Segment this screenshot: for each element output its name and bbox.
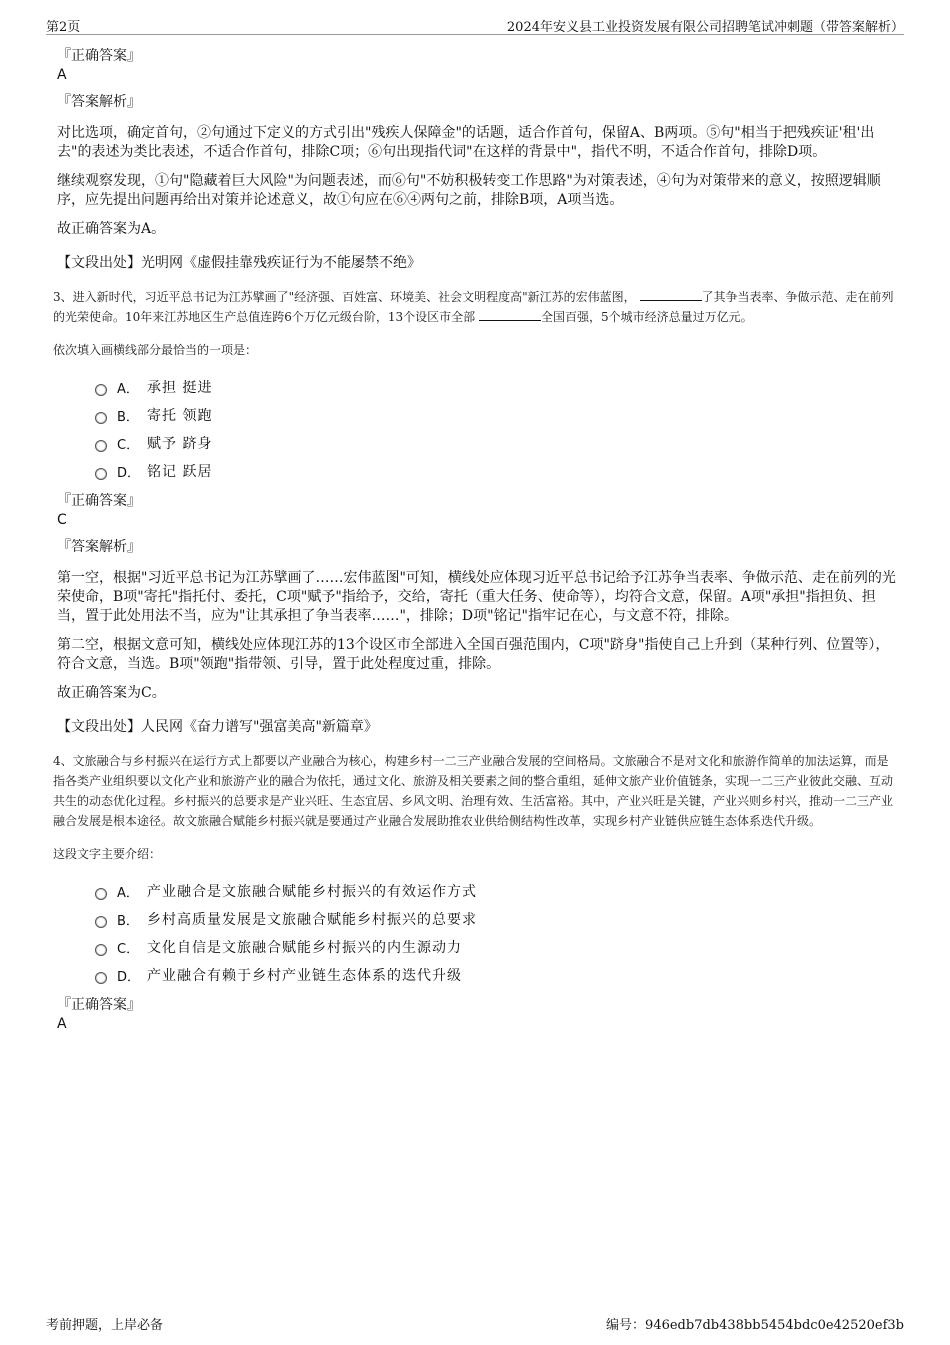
correct-answer-label: 『正确答案』 [57, 997, 141, 1013]
analysis-paragraph: 对比选项，确定首句，②句通过下定义的方式引出"残疾人保障金"的话题，适合作首句，保留A、B两项。⑤句"相当于把残疾证'租'出去"的表述为类比表述，不适合作首句，排除C项；⑥句出现指代词"在这样的背景中"，指代不明，不适合作首句，排除D项。 [57, 125, 875, 160]
option-letter: C． [117, 437, 140, 453]
correct-answer-label: 『正确答案』 [57, 493, 141, 509]
option-d[interactable] [95, 457, 897, 485]
radio-button[interactable] [95, 468, 107, 480]
option-letter: C． [117, 941, 140, 957]
option-a[interactable] [95, 373, 897, 401]
option-letter: A． [117, 381, 139, 397]
radio-button[interactable] [95, 972, 107, 984]
source-citation: 【文段出处】人民网《奋力谱写"强富美高"新篇章》 [57, 719, 378, 735]
analysis-label: 『答案解析』 [57, 94, 141, 110]
correct-answer-label: 『正确答案』 [57, 48, 141, 64]
stem-text: 了其争当表率、争做示范、走在前列的光荣使命。10年来江苏地区生产总值连跨6个万亿元级台阶，13个设区市全部 [53, 290, 894, 324]
option-b[interactable] [95, 905, 897, 933]
radio-button[interactable] [95, 916, 107, 928]
option-text: 乡村高质量发展是文旅融合赋能乡村振兴的总要求 [147, 912, 477, 928]
option-letter: D． [117, 465, 141, 481]
option-text: 铭记 跃居 [147, 464, 213, 480]
option-c[interactable] [95, 933, 897, 961]
option-list [95, 877, 897, 989]
radio-button[interactable] [95, 384, 107, 396]
analysis-conclusion: 故正确答案为A。 [57, 221, 166, 237]
fill-blank [479, 308, 541, 321]
option-list [95, 373, 897, 485]
option-b[interactable] [95, 401, 897, 429]
option-text: 承担 挺进 [147, 380, 213, 396]
page-footer [46, 1312, 904, 1332]
source-citation: 【文段出处】光明网《虚假挂靠残疾证行为不能屡禁不绝》 [57, 255, 421, 271]
option-letter: B． [117, 913, 139, 929]
analysis-paragraph: 第二空，根据文意可知，横线处应体现江苏的13个设区市全部进入全国百强范围内，C项"跻身"指使自己上升到（某种行列、位置等），符合文意，当选。B项"领跑"指带领、引导，置于此处程度过重，排除。 [57, 637, 890, 672]
radio-button[interactable] [95, 944, 107, 956]
option-text: 文化自信是文旅融合赋能乡村振兴的内生源动力 [147, 940, 462, 956]
question-prompt: 这段文字主要介绍： [53, 847, 162, 861]
question-stem [53, 287, 897, 327]
option-text: 赋予 跻身 [147, 436, 213, 452]
stem-text: 3、进入新时代，习近平总书记为江苏擘画了"经济强、百姓富、环境美、社会文明程度高"新江苏的宏伟蓝图， [53, 290, 636, 304]
footer-slogan: 考前押题，上岸必备 [46, 1318, 164, 1333]
option-a[interactable] [95, 877, 897, 905]
document-code: 编号：946edb7db438bb5454bdc0e42520ef3b [606, 1318, 904, 1333]
stem-text: 全国百强，5个城市经济总量过万亿元。 [541, 310, 753, 324]
radio-button[interactable] [95, 888, 107, 900]
option-c[interactable] [95, 429, 897, 457]
page-content [53, 46, 897, 1041]
correct-answer-value: C [57, 512, 67, 528]
question-prompt: 依次填入画横线部分最恰当的一项是： [53, 343, 258, 357]
option-letter: D． [117, 969, 141, 985]
page-header [46, 14, 904, 35]
analysis-label: 『答案解析』 [57, 539, 141, 555]
correct-answer-value: A [57, 67, 67, 83]
analysis-conclusion: 故正确答案为C。 [57, 685, 166, 701]
correct-answer-value: A [57, 1016, 67, 1032]
analysis-paragraph: 第一空，根据"习近平总书记为江苏擘画了……宏伟蓝图"可知，横线处应体现习近平总书记给予江苏争当表率、争做示范、走在前列的光荣使命，B项"寄托"指托付、委托，C项"赋予"指给予，交给，寄托（重大任务、使命等），均符合文意，保留。A项"承担"指担负、担当，置于此处用法不当，应为"让其承担了争当表率……"，排除；D项"铭记"指牢记在心，与文意不符，排除。 [57, 570, 896, 624]
page-number: 第2页 [46, 20, 81, 35]
question-stem: 4、文旅融合与乡村振兴在运行方式上都要以产业融合为核心，构建乡村一二三产业融合发展的空间格局。文旅融合不是对文化和旅游作简单的加法运算，而是指各类产业组织要以文化产业和旅游产业的融合为依托，通过文化、旅游及相关要素之间的整合重组，延伸文旅产业价值链条，实现一二三产业彼此交融、互动共生的动态优化过程。乡村振兴的总要求是产业兴旺、生态宜居、乡风文明、治理有效、生活富裕。其中，产业兴旺是关键，产业兴则乡村兴，推动一二三产业融合发展是根本途径。故文旅融合赋能乡村振兴就是要通过产业融合发展助推农业供给侧结构性改革，实现乡村产业链供应链生态体系迭代升级。 [53, 754, 894, 828]
fill-blank [640, 288, 702, 301]
option-letter: B． [117, 409, 139, 425]
option-text: 产业融合有赖于乡村产业链生态体系的迭代升级 [147, 968, 462, 984]
radio-button[interactable] [95, 412, 107, 424]
analysis-paragraph: 继续观察发现，①句"隐藏着巨大风险"为问题表述，而⑥句"不妨积极转变工作思路"为对策表述，④句为对策带来的意义，按照逻辑顺序，应先提出问题再给出对策并论述意义，故①句应在⑥④两句之前，排除B项，A项当选。 [57, 173, 881, 208]
option-text: 产业融合是文旅融合赋能乡村振兴的有效运作方式 [147, 884, 477, 900]
radio-button[interactable] [95, 440, 107, 452]
option-letter: A． [117, 885, 139, 901]
document-title: 2024年安义县工业投资发展有限公司招聘笔试冲刺题（带答案解析） [506, 20, 904, 35]
option-d[interactable] [95, 961, 897, 989]
option-text: 寄托 领跑 [147, 408, 213, 424]
